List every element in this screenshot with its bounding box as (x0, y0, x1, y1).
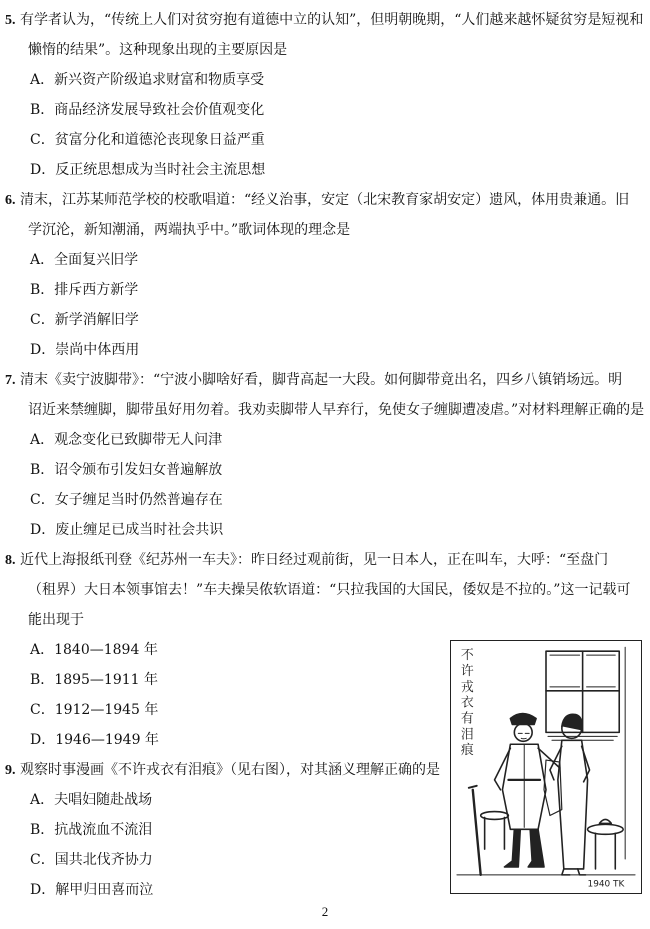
question-8-option-a: A．1840—1894 年 (30, 642, 158, 658)
question-8-line-2: （租界）大日本领事馆去！”车夫操吴侬软语道：“只拉我国的大国民，倭奴是不拉的。”这一记载可 (28, 582, 631, 598)
question-5-option-d: D．反正统思想成为当时社会主流思想 (30, 162, 266, 178)
question-9-line-1 (5, 761, 440, 780)
question-number: 7. (5, 373, 16, 388)
svg-text:泪: 泪 (460, 727, 474, 743)
question-text: 清末《卖宁波脚带》：“宁波小脚啥好看，脚背高起一大段。如何脚带竟出名，四乡八镇销场远。明 (19, 372, 623, 388)
question-7-option-a: A．观念变化已致脚带无人问津 (30, 432, 223, 448)
question-6-line-1 (5, 191, 629, 210)
question-5-option-b: B．商品经济发展导致社会价值观变化 (30, 102, 265, 118)
question-7-option-b: B．诏令颁布引发妇女普遍解放 (30, 462, 223, 478)
question-7-option-d: D．废止缠足已成当时社会共识 (30, 522, 224, 538)
cartoon-figure (450, 640, 642, 894)
svg-text:衣: 衣 (460, 695, 474, 711)
cartoon-caption (461, 648, 474, 758)
question-8-option-c: C．1912—1945 年 (30, 702, 159, 718)
question-8-line-3: 能出现于 (28, 612, 84, 628)
svg-text:不: 不 (460, 648, 474, 664)
question-7-line-2: 诏近来禁缠脚，脚带虽好用勿着。我劝卖脚带人早弃行，免使女子缠脚遭凌虐。”对材料理解正确的是 (28, 402, 645, 418)
question-9-option-d: D．解甲归田喜而泣 (30, 882, 154, 898)
question-9-option-a: A．夫唱妇随赴战场 (30, 792, 153, 808)
cartoon-signature: 1940 TK (587, 879, 625, 890)
svg-text:有: 有 (460, 711, 474, 727)
question-text: 近代上海报纸刊登《纪苏州一车夫》：昨日经过观前街，见一日本人，正在叫车，大呼：“至盘门 (19, 552, 609, 568)
svg-text:许: 许 (460, 663, 474, 679)
question-6-option-d: D．崇尚中体西用 (30, 342, 140, 358)
question-6-option-a: A．全面复兴旧学 (30, 252, 139, 268)
question-6-line-2: 学沉沦，新知潮涌，两端执乎中。”歌词体现的理念是 (28, 222, 351, 238)
question-number: 8. (5, 553, 16, 568)
question-number: 6. (5, 193, 16, 208)
svg-text:痕: 痕 (460, 743, 474, 759)
question-number: 9. (5, 763, 16, 778)
question-5-option-c: C．贫富分化和道德沦丧现象日益严重 (30, 132, 265, 148)
question-8-line-1 (5, 551, 608, 570)
question-6-option-b: B．排斥西方新学 (30, 282, 139, 298)
question-text: 观察时事漫画《不许戎衣有泪痕》（见右图），对其涵义理解正确的是 (19, 762, 440, 778)
question-8-option-b: B．1895—1911 年 (30, 672, 158, 688)
question-6-option-c: C．新学消解旧学 (30, 312, 139, 328)
question-text: 有学者认为，“传统上人们对贫穷抱有道德中立的认知”，但明朝晚期，“人们越来越怀疑贫穷是短视和 (19, 12, 644, 28)
page-number: 2 (321, 904, 329, 919)
cartoon-illustration (451, 641, 641, 893)
question-8-option-d: D．1946—1949 年 (30, 732, 159, 748)
question-7-line-1 (5, 371, 622, 390)
question-5-option-a: A．新兴资产阶级追求财富和物质享受 (30, 72, 265, 88)
question-text: 清末，江苏某师范学校的校歌唱道：“经义治事，安定（北宋教育家胡安定）遗风，体用贵兼通。旧 (19, 192, 630, 208)
svg-text:戎: 戎 (460, 679, 474, 695)
question-9-option-b: B．抗战流血不流泪 (30, 822, 153, 838)
question-5-line-1 (5, 11, 643, 30)
question-5-line-2: 懒惰的结果”。这种现象出现的主要原因是 (28, 42, 288, 58)
question-9-option-c: C．国共北伐齐协力 (30, 852, 153, 868)
question-7-option-c: C．女子缠足当时仍然普遍存在 (30, 492, 223, 508)
question-number: 5. (5, 13, 16, 28)
